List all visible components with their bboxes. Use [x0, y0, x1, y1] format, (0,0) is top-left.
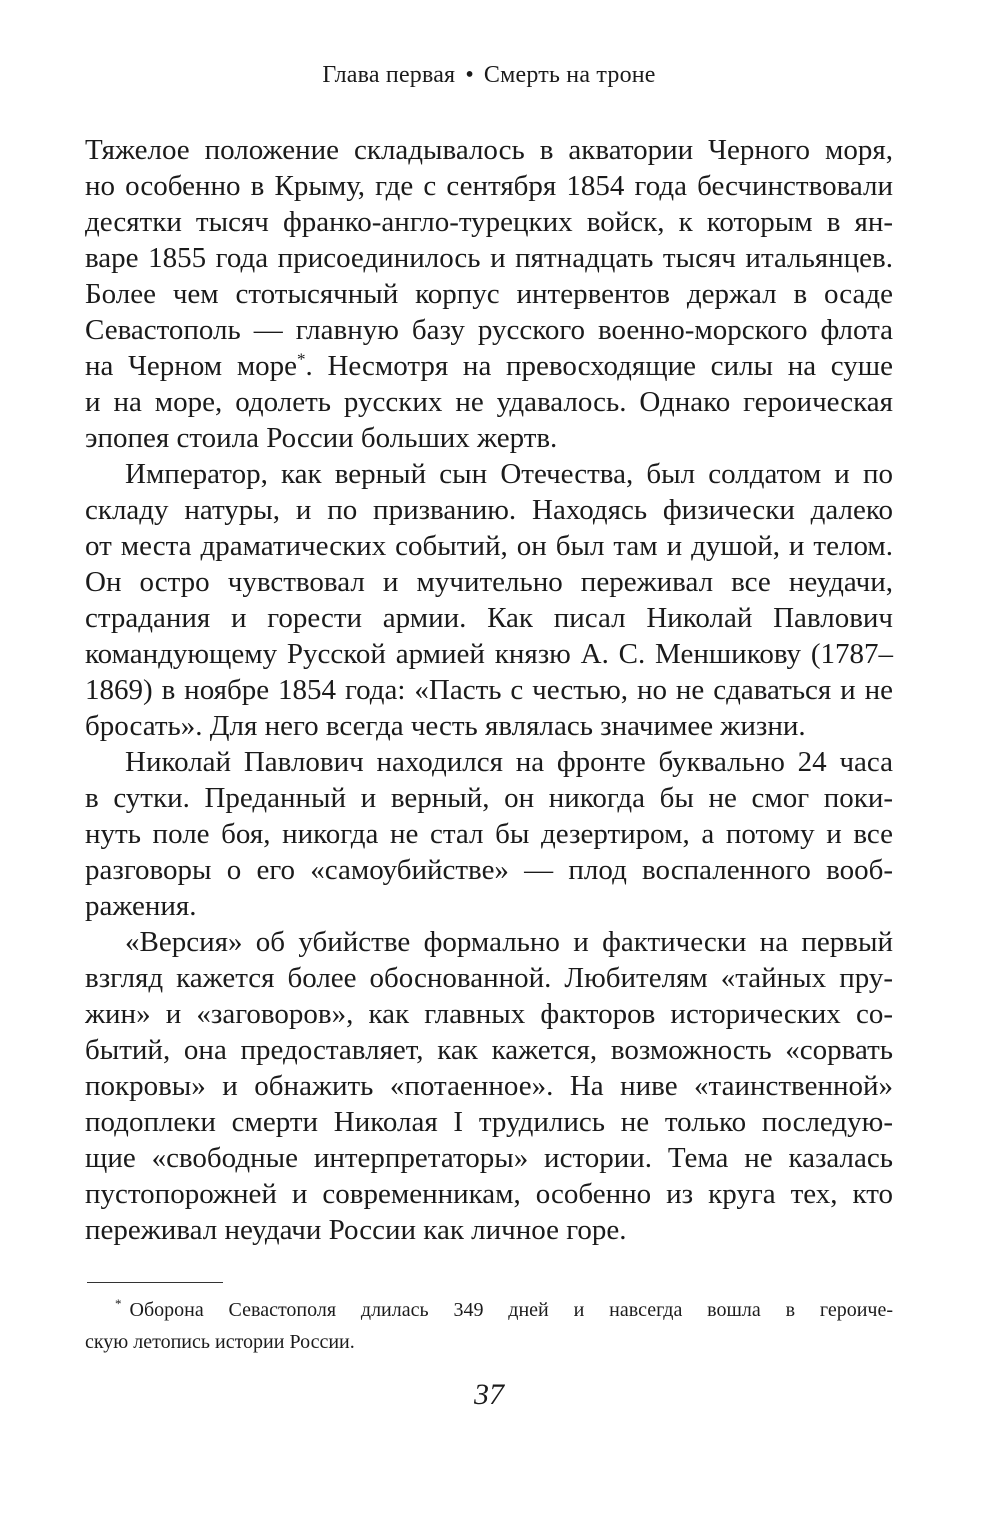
text-line: нуть поле боя, никогда не стал бы дезертиром, а потому и все: [85, 818, 893, 850]
body-text: [85, 132, 893, 1248]
chapter-title: Смерть на троне: [483, 62, 656, 88]
text-line: Он остро чувствовал и мучительно переживал все неудачи,: [85, 566, 893, 598]
text-line: командующему Русской армией князю А. С. Меншикову (1787–: [85, 638, 893, 670]
text-line: Тяжелое положение складывалось в акватории Черного моря,: [85, 134, 893, 166]
footnote-text: Оборона Севастополя длилась 349 дней и навсегда вошла в героиче-: [129, 1299, 893, 1321]
footnote-line: [85, 1294, 893, 1326]
footnote: [85, 1294, 893, 1358]
text-line: переживал неудачи России как личное горе.: [85, 1214, 627, 1246]
paragraph-4: [85, 924, 893, 1248]
paragraph-1: [85, 132, 893, 456]
text-line: в сутки. Преданный и верный, он никогда бы не смог поки-: [85, 782, 893, 814]
page-number: 37: [474, 1378, 504, 1411]
text-line: ражения.: [85, 890, 197, 922]
text-line: Более чем стотысячный корпус интервентов держал в осаде: [85, 278, 893, 310]
text-line: но особенно в Крыму, где с сентября 1854 года бесчинствовали: [85, 170, 893, 202]
text-line: подоплеки смерти Николая I трудились не только последую-: [85, 1106, 893, 1138]
paragraph-3: [85, 744, 893, 924]
text-line-with-footnote: [85, 348, 893, 384]
text-line: Николай Павлович находился на фронте буквально 24 часа: [125, 746, 893, 778]
footnote-reference[interactable]: *: [297, 349, 306, 369]
text-line: щие «свободные интерпретаторы» истории. Тема не казалась: [85, 1142, 893, 1174]
book-page: [85, 0, 893, 1516]
paragraph-2: [85, 456, 893, 744]
text-line: страдания и горести армии. Как писал Николай Павлович: [85, 602, 893, 634]
chapter-label: Глава первая: [322, 62, 456, 88]
footnote-line: скую летопись истории России.: [85, 1331, 355, 1353]
text-line: Севастополь — главную базу русского военно-морского флота: [85, 314, 893, 346]
text-fragment: . Несмотря на превосходящие силы на суше: [305, 350, 893, 382]
text-line: 1869) в ноябре 1854 года: «Пасть с честью, но не сдаваться и не: [85, 674, 893, 706]
text-line: варе 1855 года присоединилось и пятнадцать тысяч итальянцев.: [85, 242, 893, 274]
text-line: жин» и «заговоров», как главных факторов исторических со-: [85, 998, 893, 1030]
text-line: бытий, она предоставляет, как кажется, возможность «сорвать: [85, 1034, 893, 1066]
text-line: бросать». Для него всегда честь являлась значимее жизни.: [85, 710, 806, 742]
text-line: складу натуры, и по призванию. Находясь физически далеко: [85, 494, 893, 526]
text-line: эпопея стоила России больших жертв.: [85, 422, 558, 454]
header-separator: •: [465, 62, 474, 88]
text-line: покровы» и обнажить «потаенное». На ниве «таинственной»: [85, 1070, 893, 1102]
text-line: «Версия» об убийстве формально и фактически на первый: [125, 926, 893, 958]
text-line: Император, как верный сын Отечества, был солдатом и по: [125, 458, 893, 490]
footnote-divider: [87, 1282, 223, 1283]
text-line: и на море, одолеть русских не удавалось. Однако героическая: [85, 386, 893, 418]
running-header: [85, 62, 893, 89]
text-line: взгляд кажется более обоснованной. Любителям «тайных пру-: [85, 962, 893, 994]
text-line: пустопорожней и современникам, особенно из круга тех, кто: [85, 1178, 893, 1210]
footnote-marker: *: [115, 1296, 122, 1312]
text-line: десятки тысяч франко-англо-турецких войск, к которым в ян-: [85, 206, 893, 238]
text-line: разговоры о его «самоубийстве» — плод воспаленного вооб-: [85, 854, 893, 886]
text-fragment: на Черном море: [85, 350, 298, 382]
text-line: от места драматических событий, он был там и душой, и телом.: [85, 530, 893, 562]
